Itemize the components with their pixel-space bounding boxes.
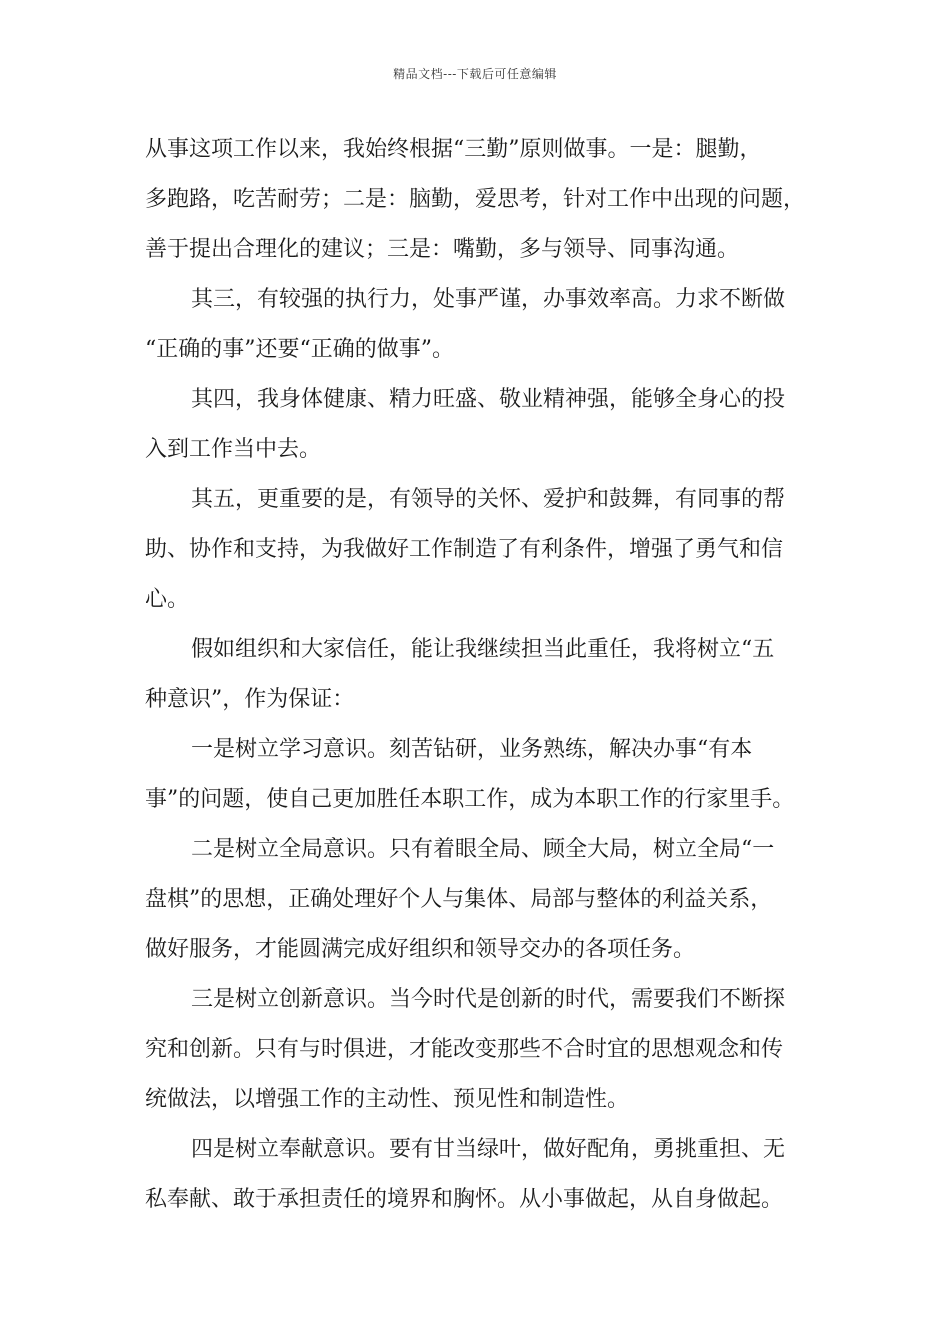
page-header: 精品文档---下载后可任意编辑 (393, 67, 557, 81)
body-line: 从事这项工作以来，我始终根据“三勤”原则做事。一是：腿勤， (145, 137, 762, 162)
body-line: 私奉献、敢于承担责任的境界和胸怀。从小事做起，从自身做起。 (145, 1187, 784, 1212)
body-line: 盘棋”的思想，正确处理好个人与集体、局部与整体的利益关系， (145, 887, 773, 912)
paragraph-start-line: 假如组织和大家信任，能让我继续担当此重任，我将树立“五 (191, 637, 775, 662)
body-line: 事”的问题，使自己更加胜任本职工作，成为本职工作的行家里手。 (145, 787, 795, 812)
paragraph-start-line: 其三，有较强的执行力，处事严谨，办事效率高。力求不断做 (191, 287, 786, 312)
paragraph-start-line: 一是树立学习意识。刻苦钻研，业务熟练，解决办事“有本 (191, 737, 753, 762)
body-line: 做好服务，才能圆满完成好组织和领导交办的各项任务。 (145, 937, 696, 962)
body-line: 究和创新。只有与时俱进，才能改变那些不合时宜的思想观念和传 (145, 1037, 784, 1062)
body-line: 种意识”，作为保证： (145, 687, 355, 712)
body-line: 善于提出合理化的建议；三是：嘴勤，多与领导、同事沟通。 (145, 237, 740, 262)
body-line: 助、协作和支持，为我做好工作制造了有利条件，增强了勇气和信 (145, 537, 784, 562)
paragraph-start-line: 三是树立创新意识。当今时代是创新的时代，需要我们不断探 (191, 987, 786, 1012)
paragraph-start-line: 其五，更重要的是，有领导的关怀、爱护和鼓舞，有同事的帮 (191, 487, 786, 512)
paragraph-start-line: 其四，我身体健康、精力旺盛、敬业精神强，能够全身心的投 (191, 387, 786, 412)
body-line: 统做法，以增强工作的主动性、预见性和制造性。 (145, 1087, 630, 1112)
body-line: 入到工作当中去。 (145, 437, 322, 462)
body-line: “正确的事”还要“正确的做事”。 (145, 337, 454, 362)
paragraph-start-line: 四是树立奉献意识。要有甘当绿叶，做好配角，勇挑重担、无 (191, 1137, 786, 1162)
body-line: 多跑路，吃苦耐劳；二是：脑勤，爱思考，针对工作中出现的问题， (145, 187, 806, 212)
paragraph-start-line: 二是树立全局意识。只有着眼全局、顾全大局，树立全局“一 (191, 837, 775, 862)
body-line: 心。 (145, 587, 190, 612)
